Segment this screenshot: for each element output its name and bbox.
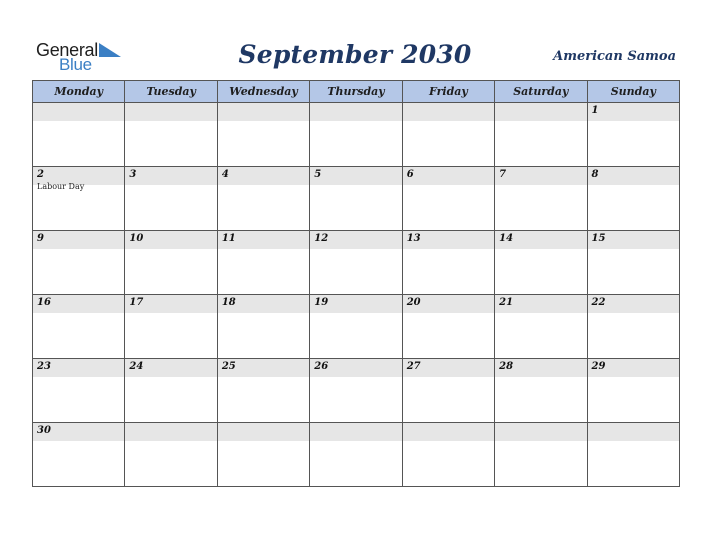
day-cell — [310, 359, 402, 423]
day-number-bar — [33, 231, 124, 249]
day-number: 29 — [591, 361, 606, 372]
day-number: 22 — [591, 297, 606, 308]
day-number-bar — [218, 103, 309, 121]
weekday-header: Saturday — [495, 81, 587, 103]
day-cell — [587, 295, 679, 359]
day-cell — [587, 167, 679, 231]
week-row — [33, 423, 680, 487]
weekday-header: Wednesday — [217, 81, 309, 103]
day-cell — [587, 231, 679, 295]
day-number-bar — [218, 167, 309, 185]
day-number: 12 — [314, 233, 329, 244]
day-cell — [33, 103, 125, 167]
day-number: 15 — [591, 233, 606, 244]
day-number-bar — [310, 423, 401, 441]
week-row — [33, 167, 680, 231]
day-cell — [402, 167, 494, 231]
day-number-bar — [33, 295, 124, 313]
day-number: 10 — [129, 233, 144, 244]
day-number-bar — [125, 231, 216, 249]
day-number: 24 — [129, 361, 144, 372]
day-number-bar — [588, 103, 679, 121]
logo — [36, 40, 136, 74]
day-number: 14 — [499, 233, 514, 244]
day-number-bar — [403, 423, 494, 441]
day-number-bar — [310, 103, 401, 121]
day-number-bar — [403, 167, 494, 185]
day-cell — [33, 167, 125, 231]
day-cell — [217, 231, 309, 295]
day-cell — [402, 295, 494, 359]
day-cell — [495, 423, 587, 487]
day-number: 9 — [37, 233, 44, 244]
day-number-bar — [588, 359, 679, 377]
day-number: 21 — [499, 297, 514, 308]
day-number-bar — [33, 103, 124, 121]
day-cell — [125, 231, 217, 295]
day-cell — [402, 359, 494, 423]
day-number: 4 — [221, 169, 229, 180]
day-number-bar — [588, 423, 679, 441]
day-cell — [310, 231, 402, 295]
day-cell — [217, 295, 309, 359]
day-cell — [125, 423, 217, 487]
day-number-bar — [218, 423, 309, 441]
day-number-bar — [218, 231, 309, 249]
day-number-bar — [403, 295, 494, 313]
day-number-bar — [403, 231, 494, 249]
day-number: 17 — [129, 297, 144, 308]
day-number: 7 — [499, 169, 507, 180]
day-number: 27 — [406, 361, 421, 372]
day-number-bar — [495, 103, 586, 121]
day-cell — [125, 295, 217, 359]
day-cell — [125, 167, 217, 231]
day-number: 13 — [406, 233, 421, 244]
week-row — [33, 295, 680, 359]
day-number-bar — [33, 423, 124, 441]
day-number: 16 — [37, 297, 51, 308]
day-cell — [217, 103, 309, 167]
day-number-bar — [218, 295, 309, 313]
day-number-bar — [310, 359, 401, 377]
day-cell — [587, 423, 679, 487]
day-cell — [217, 167, 309, 231]
week-row — [33, 231, 680, 295]
day-number: 1 — [591, 105, 599, 116]
day-cell — [310, 295, 402, 359]
day-number: 30 — [37, 425, 51, 436]
day-cell — [33, 295, 125, 359]
day-number-bar — [495, 423, 586, 441]
day-number-bar — [495, 167, 586, 185]
day-number-bar — [218, 359, 309, 377]
logo-general-text: General — [36, 40, 98, 60]
region-label: American Samoa — [553, 49, 676, 64]
day-number-bar — [588, 167, 679, 185]
day-cell — [217, 359, 309, 423]
day-cell — [587, 359, 679, 423]
day-cell — [495, 359, 587, 423]
day-number-bar — [125, 295, 216, 313]
day-number: 26 — [314, 361, 329, 372]
day-number-bar — [588, 231, 679, 249]
day-number: 6 — [406, 169, 414, 180]
day-cell — [402, 231, 494, 295]
day-cell — [125, 359, 217, 423]
day-number-bar — [310, 231, 401, 249]
week-row — [33, 103, 680, 167]
day-number-bar — [495, 295, 586, 313]
day-number-bar — [125, 167, 216, 185]
day-cell — [587, 103, 679, 167]
holiday-label: Labour Day — [37, 182, 85, 191]
weekday-header: Friday — [402, 81, 494, 103]
week-row — [33, 359, 680, 423]
day-number: 3 — [129, 169, 137, 180]
day-number-bar — [125, 103, 216, 121]
day-number: 25 — [221, 361, 236, 372]
day-cell — [125, 103, 217, 167]
day-number: 5 — [314, 169, 322, 180]
day-number: 18 — [221, 297, 236, 308]
day-number-bar — [588, 295, 679, 313]
weekday-header: Monday — [33, 81, 125, 103]
logo-blue-text: Blue — [59, 55, 92, 74]
day-number: 2 — [37, 169, 44, 180]
calendar-grid — [32, 80, 680, 487]
day-number-bar — [33, 359, 124, 377]
day-number-bar — [495, 359, 586, 377]
day-number-bar — [310, 295, 401, 313]
page-title: September 2030 — [238, 40, 472, 69]
day-cell — [33, 359, 125, 423]
day-cell — [402, 423, 494, 487]
day-cell — [310, 167, 402, 231]
logo-triangle-icon — [99, 43, 121, 57]
day-cell — [495, 167, 587, 231]
weekday-header: Sunday — [587, 81, 679, 103]
day-number-bar — [403, 359, 494, 377]
day-cell — [310, 423, 402, 487]
day-number: 19 — [314, 297, 329, 308]
day-number-bar — [125, 423, 216, 441]
day-cell — [495, 103, 587, 167]
day-cell — [217, 423, 309, 487]
weekday-header-row — [33, 81, 680, 103]
day-number-bar — [125, 359, 216, 377]
day-number: 28 — [499, 361, 514, 372]
weekday-header: Tuesday — [125, 81, 217, 103]
day-cell — [33, 423, 125, 487]
day-number: 11 — [221, 233, 236, 244]
day-cell — [495, 295, 587, 359]
day-number: 23 — [37, 361, 51, 372]
day-number: 8 — [591, 169, 599, 180]
day-cell — [310, 103, 402, 167]
day-number-bar — [403, 103, 494, 121]
day-cell — [402, 103, 494, 167]
day-cell — [33, 231, 125, 295]
day-cell — [495, 231, 587, 295]
day-number: 20 — [406, 297, 421, 308]
weekday-header: Thursday — [310, 81, 402, 103]
day-number-bar — [310, 167, 401, 185]
day-number-bar — [495, 231, 586, 249]
